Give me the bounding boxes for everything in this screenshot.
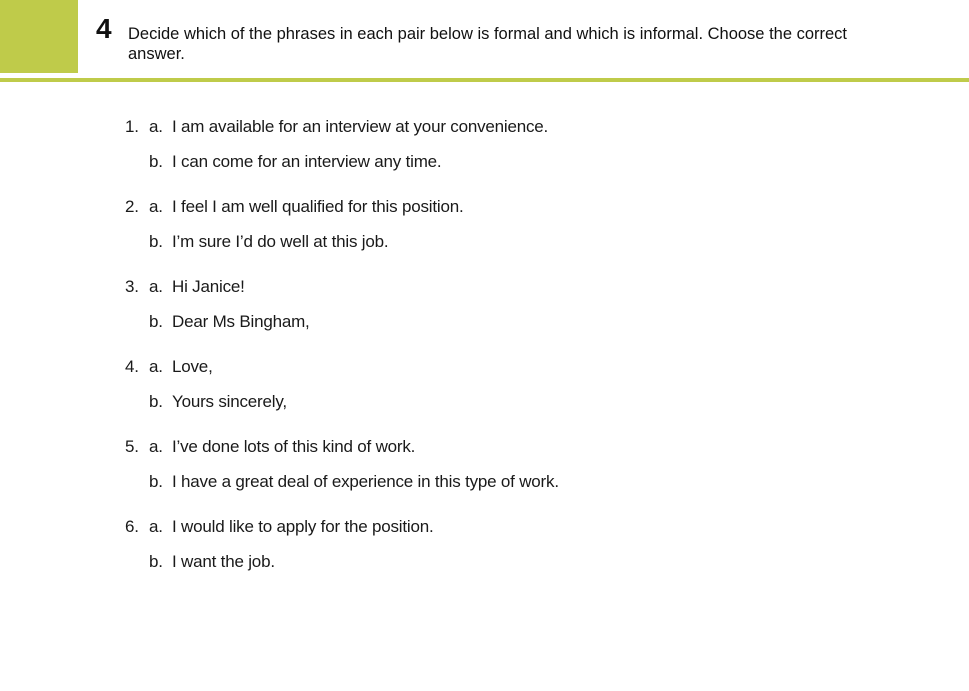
option-letter: b. [149,232,163,251]
option-letter: a. [149,197,163,216]
option-text: I am available for an interview at your convenience. [172,117,549,136]
question-item [0,434,969,514]
option-text: I’m sure I’d do well at this job. [172,232,389,251]
option-letter: a. [149,357,163,376]
question-number: 1. [125,117,139,136]
question-list [0,114,969,594]
option-text: Dear Ms Bingham, [172,312,310,331]
exercise-number: 4 [96,13,112,44]
option-b[interactable] [0,549,700,575]
question-number: 5. [125,437,139,456]
header-divider [0,78,969,82]
option-letter: b. [149,312,163,331]
question-item [0,514,969,594]
option-text: I have a great deal of experience in this type of work. [172,472,559,491]
option-text: I feel I am well qualified for this position. [172,197,464,216]
option-text: Yours sincerely, [172,392,287,411]
option-text: I want the job. [172,552,275,571]
option-text: Hi Janice! [172,277,245,296]
option-text: I’ve done lots of this kind of work. [172,437,416,456]
question-item [0,274,969,354]
option-a[interactable] [0,354,700,380]
option-letter: b. [149,552,163,571]
option-letter: a. [149,277,163,296]
option-a[interactable] [0,514,700,540]
question-number: 6. [125,517,139,536]
option-text: I can come for an interview any time. [172,152,442,171]
option-letter: a. [149,517,163,536]
option-b[interactable] [0,229,700,255]
question-item [0,114,969,194]
option-b[interactable] [0,309,700,335]
option-a[interactable] [0,114,700,140]
option-text: I would like to apply for the position. [172,517,434,536]
question-item [0,194,969,274]
option-text: Love, [172,357,213,376]
option-letter: a. [149,117,163,136]
option-b[interactable] [0,469,700,495]
question-number: 2. [125,197,139,216]
option-letter: b. [149,392,163,411]
option-b[interactable] [0,149,700,175]
exercise-instruction: Decide which of the phrases in each pair below is formal and which is informal. Choose the correct answer. [128,25,848,63]
header-accent-block [0,0,78,73]
question-number: 4. [125,357,139,376]
option-letter: a. [149,437,163,456]
question-number: 3. [125,277,139,296]
option-b[interactable] [0,389,700,415]
option-a[interactable] [0,274,700,300]
option-a[interactable] [0,434,700,460]
question-item [0,354,969,434]
option-letter: b. [149,152,163,171]
option-letter: b. [149,472,163,491]
option-a[interactable] [0,194,700,220]
